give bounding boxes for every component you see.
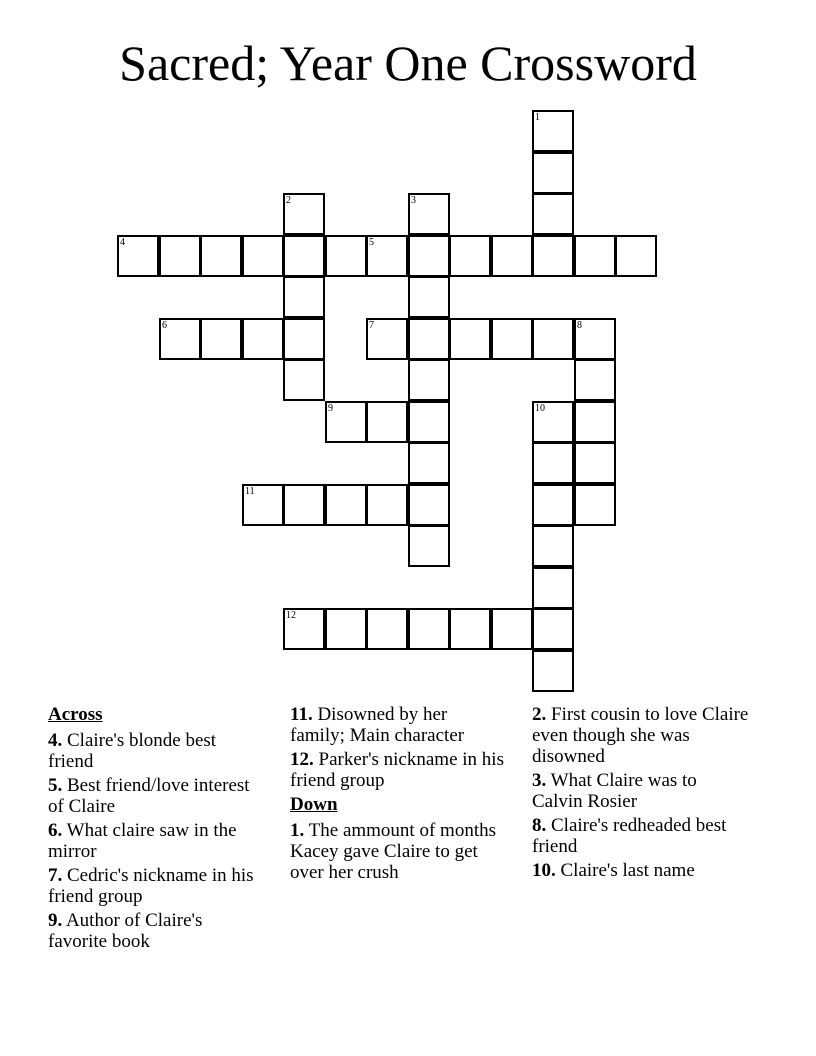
clue-number: 7 xyxy=(369,320,374,331)
crossword-cell[interactable] xyxy=(325,401,367,443)
clue-item-text: What Claire was to Calvin Rosier xyxy=(532,770,697,812)
clue-item-text: Author of Claire's favorite book xyxy=(48,910,203,952)
clue-number: 1 xyxy=(535,112,540,123)
clue-item-number: 3. xyxy=(532,770,547,791)
clue-number: 8 xyxy=(577,320,582,331)
crossword-cell[interactable] xyxy=(574,235,616,277)
crossword-cell[interactable] xyxy=(532,318,574,360)
crossword-cell[interactable] xyxy=(532,193,574,235)
crossword-cell[interactable] xyxy=(532,567,574,609)
crossword-cell[interactable] xyxy=(408,442,450,484)
clue-item-number: 9. xyxy=(48,910,63,931)
page-title: Sacred; Year One Crossword xyxy=(119,35,697,91)
crossword-cell[interactable] xyxy=(366,318,408,360)
clue-item xyxy=(48,775,258,817)
crossword-cell[interactable] xyxy=(159,318,201,360)
crossword-cell[interactable] xyxy=(408,608,450,650)
crossword-cell[interactable] xyxy=(449,608,491,650)
clue-item xyxy=(532,704,752,767)
clue-item xyxy=(48,820,258,862)
crossword-cell[interactable] xyxy=(532,110,574,152)
clue-item-number: 7. xyxy=(48,865,63,886)
clue-item xyxy=(48,910,258,952)
crossword-cell[interactable] xyxy=(532,484,574,526)
clue-number: 9 xyxy=(328,403,333,414)
crossword-cell[interactable] xyxy=(325,484,367,526)
clue-item-number: 12. xyxy=(290,749,314,770)
crossword-cell[interactable] xyxy=(366,235,408,277)
clue-item xyxy=(532,815,752,857)
clue-item xyxy=(290,820,505,883)
clue-item-text: Best friend/love interest of Claire xyxy=(48,775,250,817)
crossword-cell[interactable] xyxy=(242,235,284,277)
clue-item xyxy=(532,860,752,881)
crossword-cell[interactable] xyxy=(283,608,325,650)
clue-column-1 xyxy=(48,704,258,955)
crossword-cell[interactable] xyxy=(283,359,325,401)
crossword-cell[interactable] xyxy=(408,401,450,443)
crossword-cell[interactable] xyxy=(117,235,159,277)
crossword-cell[interactable] xyxy=(532,235,574,277)
crossword-cell[interactable] xyxy=(615,235,657,277)
clue-column-3 xyxy=(532,704,752,884)
crossword-cell[interactable] xyxy=(408,276,450,318)
clue-item xyxy=(290,704,505,746)
clue-item xyxy=(290,749,505,791)
crossword-cell[interactable] xyxy=(283,193,325,235)
crossword-cell[interactable] xyxy=(574,442,616,484)
crossword-cell[interactable] xyxy=(242,484,284,526)
clue-item xyxy=(532,770,752,812)
clue-item xyxy=(48,865,258,907)
clue-item-text: Cedric's nickname in his friend group xyxy=(48,865,254,907)
clue-number: 4 xyxy=(120,237,125,248)
crossword-cell[interactable] xyxy=(449,235,491,277)
clue-item-text: Disowned by her family; Main character xyxy=(290,704,465,746)
clue-number: 2 xyxy=(286,195,291,206)
crossword-cell[interactable] xyxy=(574,318,616,360)
clue-item-text: Claire's last name xyxy=(555,860,695,881)
clue-item-text: Parker's nickname in his friend group xyxy=(290,749,504,791)
crossword-cell[interactable] xyxy=(449,318,491,360)
crossword-cell[interactable] xyxy=(200,318,242,360)
crossword-cell[interactable] xyxy=(532,650,574,692)
crossword-cell[interactable] xyxy=(491,235,533,277)
crossword-cell[interactable] xyxy=(408,235,450,277)
clue-item-number: 5. xyxy=(48,775,63,796)
crossword-cell[interactable] xyxy=(532,525,574,567)
crossword-cell[interactable] xyxy=(200,235,242,277)
clue-number: 11 xyxy=(245,486,255,497)
crossword-cell[interactable] xyxy=(574,484,616,526)
crossword-cell[interactable] xyxy=(408,359,450,401)
clue-item-text: Claire's blonde best friend xyxy=(48,730,217,772)
clue-number: 12 xyxy=(286,610,296,621)
crossword-cell[interactable] xyxy=(366,401,408,443)
clue-column-2 xyxy=(290,704,505,886)
crossword-cell[interactable] xyxy=(574,401,616,443)
crossword-cell[interactable] xyxy=(408,318,450,360)
crossword-cell[interactable] xyxy=(159,235,201,277)
crossword-cell[interactable] xyxy=(366,608,408,650)
crossword-cell[interactable] xyxy=(283,276,325,318)
clue-item-text: Claire's redheaded best friend xyxy=(532,815,727,857)
crossword-cell[interactable] xyxy=(574,359,616,401)
clue-number: 6 xyxy=(162,320,167,331)
clue-item-number: 2. xyxy=(532,704,547,725)
clue-item-number: 4. xyxy=(48,730,63,751)
across-heading: Across xyxy=(48,704,103,725)
clue-item-text: First cousin to love Claire even though she was disowned xyxy=(532,704,749,767)
clue-number: 5 xyxy=(369,237,374,248)
clue-item-number: 8. xyxy=(532,815,547,836)
crossword-cell[interactable] xyxy=(408,484,450,526)
crossword-cell[interactable] xyxy=(325,235,367,277)
crossword-cell[interactable] xyxy=(532,401,574,443)
clue-item xyxy=(48,730,258,772)
crossword-cell[interactable] xyxy=(532,608,574,650)
clue-number: 3 xyxy=(411,195,416,206)
clue-item-text: The ammount of months Kacey gave Claire to get over her crush xyxy=(290,820,496,883)
clue-item-text: What claire saw in the mirror xyxy=(48,820,237,862)
clue-number: 10 xyxy=(535,403,545,414)
clue-item-number: 6. xyxy=(48,820,63,841)
clue-item-number: 11. xyxy=(290,704,313,725)
crossword-cell[interactable] xyxy=(491,608,533,650)
crossword-cell[interactable] xyxy=(408,525,450,567)
crossword-cell[interactable] xyxy=(491,318,533,360)
crossword-cell[interactable] xyxy=(532,442,574,484)
crossword-cell[interactable] xyxy=(242,318,284,360)
crossword-cell[interactable] xyxy=(283,318,325,360)
crossword-cell[interactable] xyxy=(366,484,408,526)
down-heading: Down xyxy=(290,794,338,815)
crossword-cell[interactable] xyxy=(325,608,367,650)
clue-item-number: 1. xyxy=(290,820,305,841)
clue-item-number: 10. xyxy=(532,860,556,881)
crossword-cell[interactable] xyxy=(408,193,450,235)
crossword-cell[interactable] xyxy=(532,152,574,194)
crossword-cell[interactable] xyxy=(283,235,325,277)
crossword-cell[interactable] xyxy=(283,484,325,526)
